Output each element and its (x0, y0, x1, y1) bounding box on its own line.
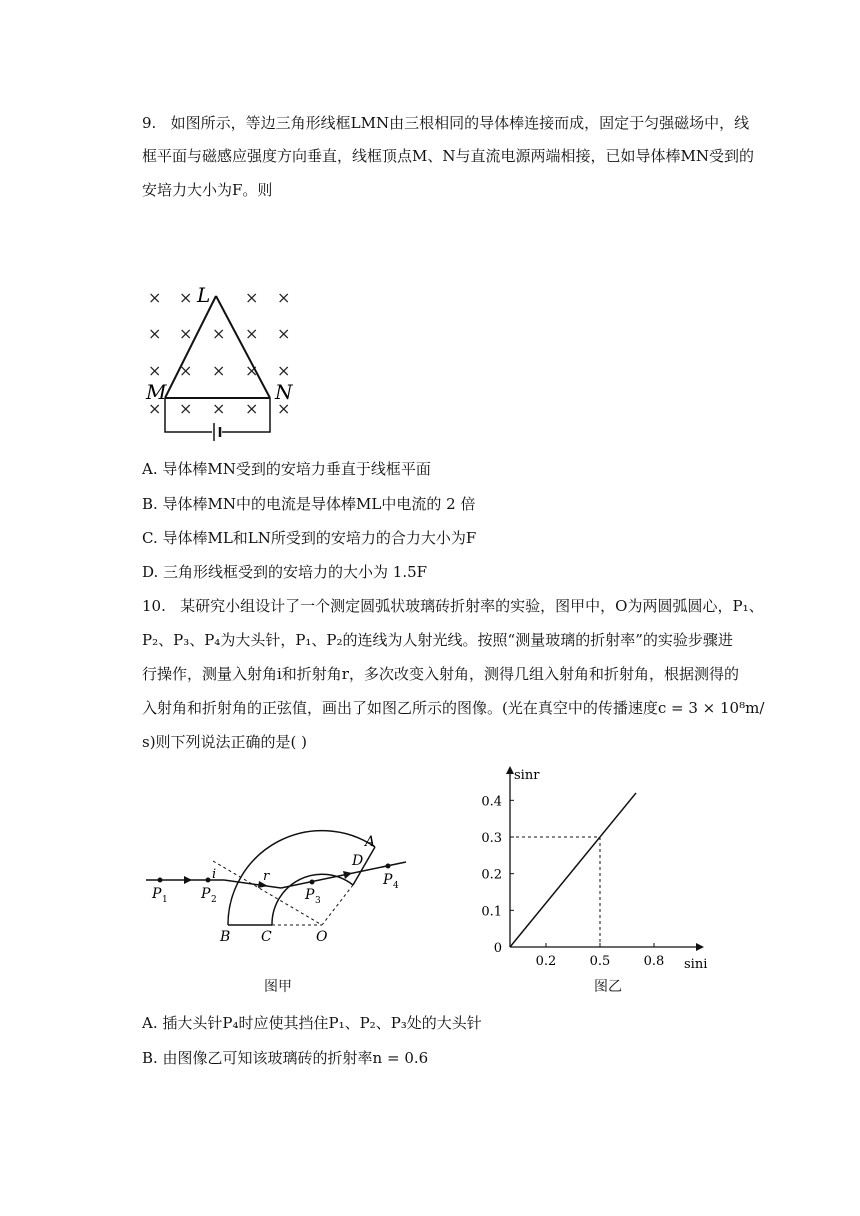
y-tick-label: 0.1 (481, 904, 502, 920)
label-P2: P (201, 886, 211, 902)
label-P1: P (152, 886, 162, 902)
label-P4-sub: 4 (393, 881, 399, 891)
field-x-mark: × (179, 324, 193, 343)
field-x-mark: × (277, 399, 291, 418)
field-x-mark: × (148, 288, 162, 307)
field-x-mark: × (148, 324, 162, 343)
pin-P3 (310, 880, 315, 885)
field-x-mark: × (245, 288, 259, 307)
y-tick-label: 0.2 (481, 867, 502, 883)
x-tick-label: 0.5 (589, 954, 611, 969)
q10-line-3: 行操作，测量入射角i和折射角r，多次改变入射角，测得几组入射角和折射角，根据测得的 (142, 665, 739, 683)
pin-P1 (158, 878, 163, 883)
field-x-mark: × (277, 361, 291, 380)
field-x-mark: × (212, 361, 226, 380)
x-tick-label: 0.8 (643, 954, 665, 969)
q9-number: 9. (142, 114, 157, 132)
label-P3-sub: 3 (315, 896, 321, 906)
q10-text-1: 某研究小组设计了一个测定圆弧状玻璃砖折射率的实验，图甲中，O为两圆弧圆心，P₁、 (180, 597, 764, 615)
field-x-mark: × (245, 361, 259, 380)
label-M: M (146, 380, 167, 404)
y-axis-label: sinr (514, 768, 540, 783)
field-x-mark: × (179, 361, 193, 380)
rod-LN (216, 296, 270, 398)
y-tick-label: 0.4 (481, 794, 502, 810)
q9-triangle-figure (140, 282, 310, 442)
label-i: i (212, 867, 217, 882)
arrow-emergent (343, 871, 352, 879)
fig-yi-chart (478, 762, 708, 977)
field-x-mark: × (148, 399, 162, 418)
label-P3: P (305, 887, 315, 903)
caption-fig-jia: 图甲 (264, 979, 292, 995)
q10-line-2: P₂、P₃、P₄为大头针，P₁、P₂的连线为人射光线。按照“测量玻璃的折射率”的实验步骤进 (142, 631, 733, 649)
x-tick-label: 0.2 (535, 954, 557, 969)
q10-option-a: A. 插大头针P₄时应使其挡住P₁、P₂、P₃处的大头针 (142, 1014, 482, 1032)
q9-line-2: 框平面与磁感应强度方向垂直，线框顶点M、N与直流电源两端相接，已如导体棒MN受到的 (142, 147, 754, 165)
label-N: N (275, 380, 293, 404)
q10-number: 10. (142, 597, 166, 615)
q9-option-a: A. 导体棒MN受到的安培力垂直于线框平面 (142, 460, 431, 478)
field-x-mark: × (148, 361, 162, 380)
label-P1-sub: 1 (162, 895, 168, 905)
q9-line-3: 安培力大小为F。则 (142, 181, 273, 199)
label-C: C (261, 929, 272, 945)
q9-text-1: 如图所示，等边三角形线框LMN由三根相同的导体棒连接而成，固定于匀强磁场中，线 (170, 114, 750, 132)
x-axis-label: sini (684, 957, 708, 972)
label-O: O (316, 929, 328, 945)
q9-line-1 (142, 113, 749, 133)
y-axis-arrow (506, 766, 514, 774)
arrow-incident (184, 876, 192, 884)
q10-line-5: s)则下列说法正确的是( ) (142, 733, 308, 751)
fig-jia-refraction-diagram (140, 828, 420, 948)
field-x-mark: × (277, 288, 291, 307)
y-tick-label: 0.3 (481, 831, 502, 846)
q10-option-b: B. 由图像乙可知该玻璃砖的折射率n = 0.6 (142, 1049, 429, 1067)
q9-option-d: D. 三角形线框受到的安培力的大小为 1.5F (142, 563, 428, 581)
pin-P4 (386, 864, 391, 869)
label-r: r (263, 869, 270, 884)
pin-P2 (206, 878, 211, 883)
field-x-mark: × (212, 324, 226, 343)
q10-line-4: 入射角和折射角的正弦值，画出了如图乙所示的图像。(光在真空中的传播速度c = 3 × 10⁸m/ (142, 699, 765, 717)
field-x-mark: × (212, 399, 226, 418)
label-A: A (365, 834, 376, 850)
field-x-mark: × (179, 399, 193, 418)
series-line (510, 793, 636, 947)
label-P4: P (383, 872, 393, 888)
label-D: D (352, 853, 364, 869)
label-B: B (220, 929, 231, 945)
label-L: L (197, 283, 211, 307)
q10-line-1 (142, 596, 764, 616)
dash-DO (322, 885, 353, 925)
field-x-mark: × (179, 288, 193, 307)
field-x-mark: × (245, 324, 259, 343)
y-tick-label: 0 (493, 941, 502, 956)
rod-ML (165, 296, 216, 398)
x-axis-arrow (696, 943, 704, 951)
field-x-mark: × (277, 324, 291, 343)
field-x-mark: × (245, 399, 259, 418)
q9-option-c: C. 导体棒ML和LN所受到的安培力的合力大小为F (142, 529, 477, 547)
refracted-ray (224, 880, 281, 888)
caption-fig-yi: 图乙 (594, 979, 622, 995)
label-P2-sub: 2 (211, 895, 217, 905)
q9-option-b: B. 导体棒MN中的电流是导体棒ML中电流的 2 倍 (142, 495, 476, 513)
